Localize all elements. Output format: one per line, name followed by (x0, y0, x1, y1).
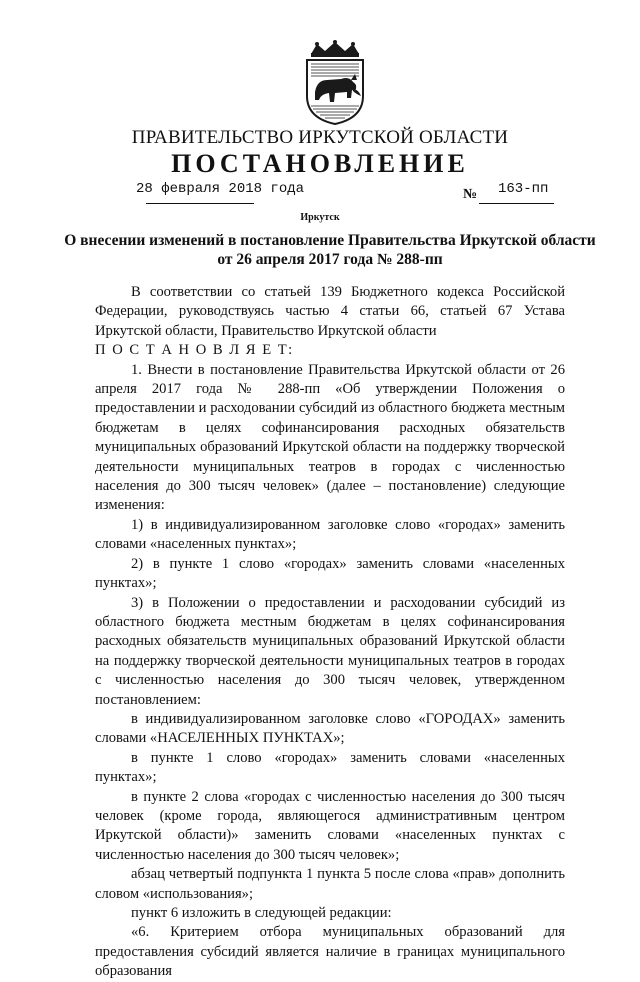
body-paragraph: пункт 6 изложить в следующей редакции: (131, 905, 392, 921)
decree-body (95, 283, 565, 982)
document-type-title: ПОСТАНОВЛЕНИЕ (171, 149, 469, 178)
decree-number: 163-пп (498, 181, 549, 197)
body-paragraph: 1. Внести в постановление Правительства Иркутской области от 26 апреля 2017 года № 288-пп «Об утверждении Положения о предоставлении и расходовании субсидий из областного бюджета местным бюджетам в целях софинансирования расходных обязательств муниципальных образований Иркутской области на поддержку творческой деятельности муниципальных театров в городах с численностью населения до 300 тысяч человек» (далее – постановление) следующие изменения: (95, 361, 565, 514)
body-paragraph: в индивидуализированном заголовке слово «ГОРОДАХ» заменить словами «НАСЕЛЕННЫХ ПУНКТАХ»; (95, 710, 565, 747)
coat-of-arms-emblem (301, 40, 369, 126)
decree-date: 28 февраля 2018 года (136, 181, 305, 197)
preamble-paragraph: В соответствии со статьей 139 Бюджетного кодекса Российской Федерации, руководствуясь частью 4 статьи 66, статьей 67 Устава Иркутской области, Правительство Иркутской области (95, 284, 565, 339)
number-sign: № (463, 187, 478, 202)
body-paragraph: 1) в индивидуализированном заголовке слово «городах» заменить словами «населенных пунктах»; (95, 516, 565, 553)
decree-subject: О внесении изменений в постановление Правительства Иркутской области от 26 апреля 2017 года № 288-пп (64, 232, 596, 268)
body-paragraph: в пункте 2 слова «городах с численностью населения до 300 тысяч человек (кроме города, являющегося административным центром Иркутской области)» заменить словами «населенных пунктах с численностью населения до 300 тысяч человек»; (95, 788, 565, 863)
resolves-heading: П О С Т А Н О В Л Я Е Т: (95, 342, 294, 359)
city-name: Иркутск (300, 212, 340, 223)
body-paragraph: 3) в Положении о предоставлении и расходовании субсидий из областного бюджета местным бюджетам в целях софинансирования расходных обязательств муниципальных образований Иркутской области на поддержку творческой деятельности муниципальных театров в городах с численностью населения до 300 тысяч человек, утвержденном постановлением: (95, 594, 565, 708)
date-underline (146, 203, 254, 204)
government-title: ПРАВИТЕЛЬСТВО ИРКУТСКОЙ ОБЛАСТИ (131, 127, 509, 148)
body-paragraph: в пункте 1 слово «городах» заменить словами «населенных пунктах»; (95, 749, 565, 786)
body-paragraph: 2) в пункте 1 слово «городах» заменить словами «населенных пунктах»; (95, 555, 565, 592)
body-paragraph: «6. Критерием отбора муниципальных образований для предоставления субсидий является наличие в границах муниципального образования (95, 924, 565, 980)
body-paragraph: абзац четвертый подпункта 1 пункта 5 после слова «прав» дополнить словом «использования»; (95, 866, 565, 902)
number-underline (479, 203, 554, 204)
